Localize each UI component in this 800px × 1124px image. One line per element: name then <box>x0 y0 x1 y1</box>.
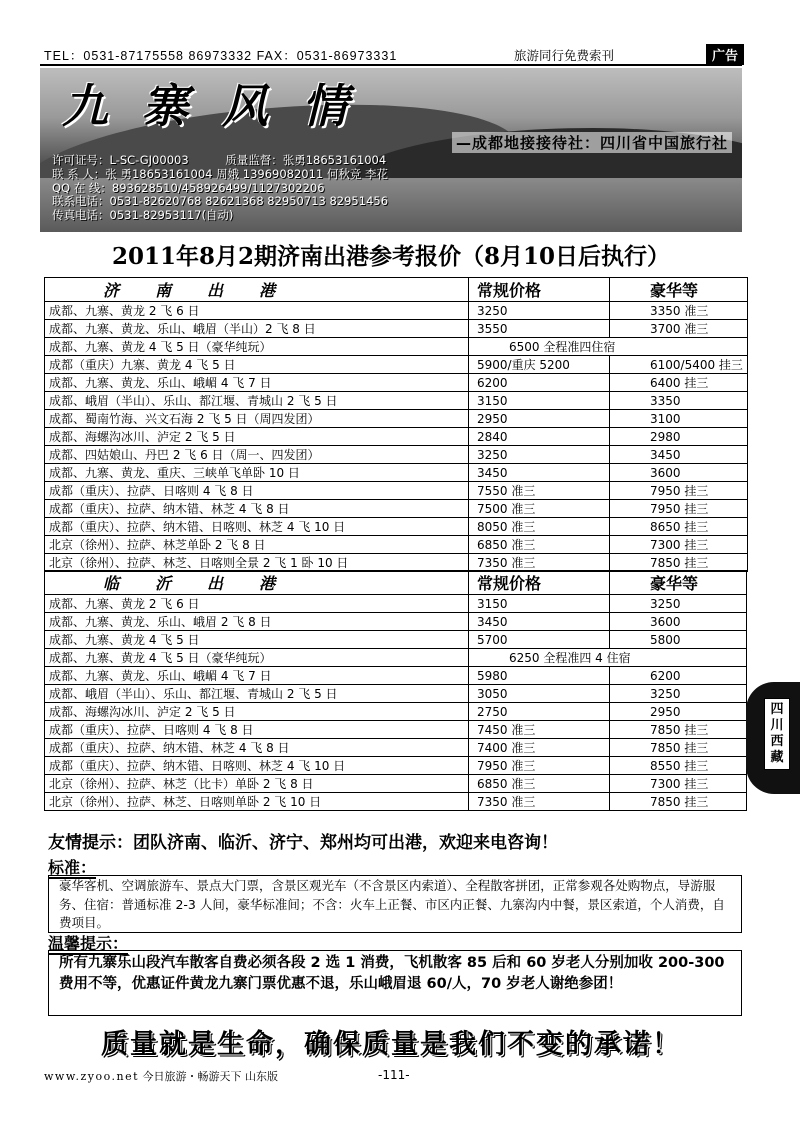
phone-line: 联系电话：0531-82620768 82621368 82950713 82951456 <box>52 194 389 209</box>
route-cell: 成都、峨眉（半山）、乐山、都江堰、青城山 2 飞 5 日 <box>45 392 469 410</box>
route-cell: 成都（重庆）、拉萨、日喀则 4 飞 8 日 <box>45 721 469 739</box>
regular-price-cell: 6850 准三 <box>469 775 610 793</box>
col-regular-header: 常规价格 <box>469 571 610 595</box>
merged-price-cell: 6500 全程准四住宿 <box>469 338 748 356</box>
contact-numbers: TEL：0531-87175558 86973332 FAX：0531-86973331 <box>44 49 398 63</box>
section-title: 济南出港 <box>45 278 469 302</box>
regular-price-cell: 3450 <box>469 464 610 482</box>
regular-price-cell: 2750 <box>469 703 610 721</box>
regular-price-cell: 6200 <box>469 374 610 392</box>
table-row <box>45 482 748 500</box>
regular-price-cell: 8050 准三 <box>469 518 610 536</box>
merged-price-cell: 6250 全程准四 4 住宿 <box>469 649 747 667</box>
regular-price-cell: 5980 <box>469 667 610 685</box>
banner-info <box>52 154 388 223</box>
luxury-price-cell: 7950 挂三 <box>610 482 748 500</box>
route-cell: 成都（重庆）、拉萨、纳木错、林芝 4 飞 8 日 <box>45 739 469 757</box>
route-cell: 成都、蜀南竹海、兴文石海 2 飞 5 日（周四发团） <box>45 410 469 428</box>
luxury-price-cell: 7850 挂三 <box>610 721 747 739</box>
regular-price-cell: 7450 准三 <box>469 721 610 739</box>
route-cell: 成都、海螺沟冰川、泸定 2 飞 5 日 <box>45 428 469 446</box>
luxury-price-cell: 3700 准三 <box>610 320 748 338</box>
ad-tag: 广告 <box>706 44 744 65</box>
col-regular-header: 常规价格 <box>469 278 610 302</box>
route-cell: 成都、海螺沟冰川、泸定 2 飞 5 日 <box>45 703 469 721</box>
luxury-price-cell: 8650 挂三 <box>610 518 748 536</box>
regular-price-cell: 3550 <box>469 320 610 338</box>
luxury-price-cell: 3600 <box>610 613 747 631</box>
route-cell: 北京（徐州）、拉萨、林芝、日喀则单卧 2 飞 10 日 <box>45 793 469 811</box>
luxury-price-cell: 6100/5400 挂三 <box>610 356 748 374</box>
luxury-price-cell: 7850 挂三 <box>610 554 748 572</box>
top-rule <box>40 64 742 66</box>
table-row <box>45 667 747 685</box>
luxury-price-cell: 3250 <box>610 595 747 613</box>
slogan: 质量就是生命，确保质量是我们不变的承诺！ <box>101 1029 681 1060</box>
banner-agency: —成都地接接待社：四川省中国旅行社 <box>452 132 732 153</box>
table-row <box>45 775 747 793</box>
route-cell: 成都、九寨、黄龙 4 飞 5 日 <box>45 631 469 649</box>
regular-price-cell: 3050 <box>469 685 610 703</box>
side-tab <box>746 682 800 794</box>
table-row <box>45 739 747 757</box>
regular-price-cell: 6850 准三 <box>469 536 610 554</box>
route-cell: 成都、九寨、黄龙 4 飞 5 日（豪华纯玩） <box>45 649 469 667</box>
table-row <box>45 554 748 572</box>
regular-price-cell: 7500 准三 <box>469 500 610 518</box>
route-cell: 成都、九寨、黄龙、乐山、峨眉 2 飞 8 日 <box>45 613 469 631</box>
license-line <box>52 154 388 168</box>
regular-price-cell: 5900/重庆 5200 <box>469 356 610 374</box>
regular-price-cell: 3250 <box>469 302 610 320</box>
table-row <box>45 302 748 320</box>
luxury-price-cell: 5800 <box>610 631 747 649</box>
col-luxury-header: 豪华等 <box>610 278 748 302</box>
table-row <box>45 500 748 518</box>
page-headline: 2011年8月2期济南出港参考报价（8月10日后执行） <box>111 243 671 270</box>
regular-price-cell: 7350 准三 <box>469 793 610 811</box>
table-row <box>45 392 748 410</box>
regular-price-cell: 2950 <box>469 410 610 428</box>
footer-brand: 今日旅游・畅游天下 山东版 <box>142 1070 279 1083</box>
luxury-price-cell: 6400 挂三 <box>610 374 748 392</box>
warm-heading: 温馨提示： <box>48 931 128 955</box>
route-cell: 北京（徐州）、拉萨、林芝单卧 2 飞 8 日 <box>45 536 469 554</box>
standard-text: 豪华客机、空调旅游车、景点大门票，含景区观光车（不含景区内索道）、全程散客拼团，正常参观各处购物点，导游服务、住宿：普通标准 2-3 人间，豪华标准间；不含：火车上正餐、市区内正餐、九寨沟内中餐，景区索道，个人消费，自费项目。 <box>48 875 742 933</box>
regular-price-cell: 2840 <box>469 428 610 446</box>
luxury-price-cell: 7300 挂三 <box>610 775 747 793</box>
luxury-price-cell: 2950 <box>610 703 747 721</box>
warm-text: 所有九寨乐山段汽车散客自费必须各段 2 选 1 消费，飞机散客 85 后和 60 岁老人分别加收 200-300 费用不等，优惠证件黄龙九寨门票优惠不退，乐山峨眉退 60/人，70 岁老人谢绝参团！ <box>48 950 742 1016</box>
route-cell: 成都（重庆）九寨、黄龙 4 飞 5 日 <box>45 356 469 374</box>
table-row <box>45 320 748 338</box>
regular-price-cell: 7350 准三 <box>469 554 610 572</box>
luxury-price-cell: 3450 <box>610 446 748 464</box>
luxury-price-cell: 6200 <box>610 667 747 685</box>
luxury-price-cell: 3250 <box>610 685 747 703</box>
regular-price-cell: 7950 准三 <box>469 757 610 775</box>
col-luxury-header: 豪华等 <box>610 571 747 595</box>
table-row <box>45 356 748 374</box>
top-contact-bar <box>44 44 744 64</box>
table-row <box>45 703 747 721</box>
qq-line: QQ 在 线：893628510/458926499/1127302206 <box>52 180 325 195</box>
linyi-price-table <box>44 570 747 811</box>
route-cell: 北京（徐州）、拉萨、林芝、日喀则全景 2 飞 1 卧 10 日 <box>45 554 469 572</box>
table-row <box>45 518 748 536</box>
route-cell: 成都、九寨、黄龙 2 飞 6 日 <box>45 595 469 613</box>
regular-price-cell: 3250 <box>469 446 610 464</box>
supervisor: 质量监督：张勇18653161004 <box>225 153 387 167</box>
regular-price-cell: 3450 <box>469 613 610 631</box>
table-row <box>45 446 748 464</box>
regular-price-cell: 3150 <box>469 595 610 613</box>
luxury-price-cell: 7850 挂三 <box>610 739 747 757</box>
route-cell: 成都、九寨、黄龙 2 飞 6 日 <box>45 302 469 320</box>
banner-image <box>40 68 742 232</box>
route-cell: 成都、九寨、黄龙、乐山、峨嵋 4 飞 7 日 <box>45 667 469 685</box>
standard-heading: 标准： <box>48 855 96 879</box>
table-header-row <box>45 278 748 302</box>
luxury-price-cell: 3600 <box>610 464 748 482</box>
table-row <box>45 595 747 613</box>
license-number: 许可证号：L-SC-GJ00003 <box>52 153 189 167</box>
banner-title: 九寨风情 <box>62 79 382 133</box>
route-cell: 成都（重庆）、拉萨、纳木错、林芝 4 飞 8 日 <box>45 500 469 518</box>
regular-price-cell: 7400 准三 <box>469 739 610 757</box>
table-row <box>45 374 748 392</box>
side-tab-label: 四川西藏 <box>764 698 790 770</box>
footer-url: www.zyoo.net <box>44 1070 140 1083</box>
free-guide-text: 旅游同行免费索刊 <box>514 49 615 63</box>
table-row <box>45 631 747 649</box>
regular-price-cell: 5700 <box>469 631 610 649</box>
route-cell: 成都、九寨、黄龙、重庆、三峡单飞单卧 10 日 <box>45 464 469 482</box>
route-cell: 成都、四姑娘山、丹巴 2 飞 6 日（周一、四发团） <box>45 446 469 464</box>
fax-line: 传真电话：0531-82953117(自动) <box>52 208 234 223</box>
table-row <box>45 793 747 811</box>
route-cell: 成都、峨眉（半山）、乐山、都江堰、青城山 2 飞 5 日 <box>45 685 469 703</box>
luxury-price-cell: 7300 挂三 <box>610 536 748 554</box>
route-cell: 成都、九寨、黄龙、乐山、峨嵋 4 飞 7 日 <box>45 374 469 392</box>
luxury-price-cell: 3100 <box>610 410 748 428</box>
table-row <box>45 613 747 631</box>
table-row <box>45 428 748 446</box>
contact-line: 联 系 人：张 勇18653161004 周娥 13969082011 何秋竞 李花 <box>52 166 389 181</box>
route-cell: 成都（重庆）、拉萨、日喀则 4 飞 8 日 <box>45 482 469 500</box>
table-row <box>45 410 748 428</box>
regular-price-cell: 3150 <box>469 392 610 410</box>
luxury-price-cell: 3350 <box>610 392 748 410</box>
route-cell: 成都（重庆）、拉萨、纳木错、日喀则、林芝 4 飞 10 日 <box>45 757 469 775</box>
table-header-row <box>45 571 747 595</box>
table-row <box>45 721 747 739</box>
section-title: 临沂出港 <box>45 571 469 595</box>
luxury-price-cell: 2980 <box>610 428 748 446</box>
luxury-price-cell: 7950 挂三 <box>610 500 748 518</box>
page-number: -111- <box>378 1068 410 1082</box>
route-cell: 北京（徐州）、拉萨、林芝（比卡）单卧 2 飞 8 日 <box>45 775 469 793</box>
jinan-price-table <box>44 277 748 572</box>
friendly-tip: 友情提示：团队济南、临沂、济宁、郑州均可出港，欢迎来电咨询！ <box>48 833 558 853</box>
route-cell: 成都（重庆）、拉萨、纳木错、日喀则、林芝 4 飞 10 日 <box>45 518 469 536</box>
table-row <box>45 649 747 667</box>
table-row <box>45 536 748 554</box>
luxury-price-cell: 3350 准三 <box>610 302 748 320</box>
table-row <box>45 464 748 482</box>
table-row <box>45 338 748 356</box>
luxury-price-cell: 7850 挂三 <box>610 793 747 811</box>
regular-price-cell: 7550 准三 <box>469 482 610 500</box>
route-cell: 成都、九寨、黄龙、乐山、峨眉（半山）2 飞 8 日 <box>45 320 469 338</box>
table-row <box>45 685 747 703</box>
route-cell: 成都、九寨、黄龙 4 飞 5 日（豪华纯玩） <box>45 338 469 356</box>
footer <box>44 1068 278 1084</box>
luxury-price-cell: 8550 挂三 <box>610 757 747 775</box>
table-row <box>45 757 747 775</box>
